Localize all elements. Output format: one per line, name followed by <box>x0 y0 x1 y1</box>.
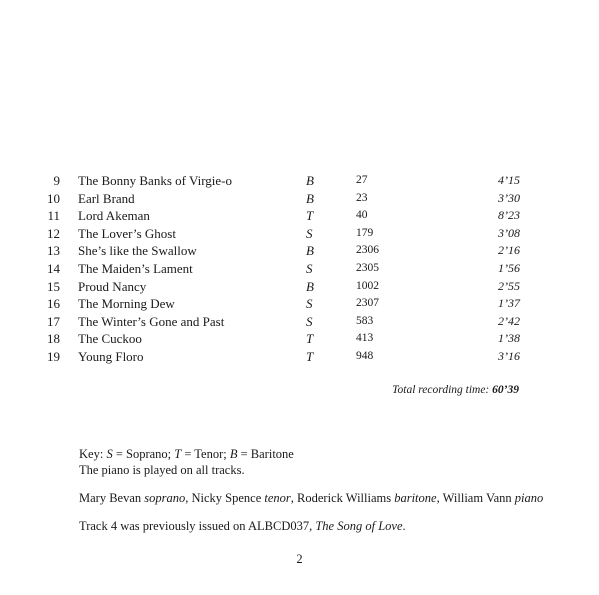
track-voice: T <box>306 208 314 224</box>
track-number: 10 <box>47 190 60 206</box>
track-row <box>40 190 540 208</box>
track-row <box>40 242 540 260</box>
notes <box>79 446 543 534</box>
track-row <box>40 260 540 278</box>
track-voice: S <box>306 225 313 241</box>
performer-role: piano <box>514 491 544 505</box>
track-voice: B <box>306 243 314 259</box>
track-number: 12 <box>47 225 60 241</box>
track-title: Young Floro <box>78 348 144 364</box>
track-row <box>40 278 540 296</box>
track-duration: 3’30 <box>498 190 520 205</box>
track-title: The Maiden’s Lament <box>78 260 193 276</box>
track-title: The Cuckoo <box>78 331 142 347</box>
track-title: Earl Brand <box>78 190 135 206</box>
key-s-letter: S <box>106 447 113 461</box>
track-number: 14 <box>47 260 60 276</box>
track-duration: 3’08 <box>498 225 520 240</box>
track-catalogue-number: 1002 <box>356 279 379 292</box>
track-row <box>40 207 540 225</box>
track-title: Lord Akeman <box>78 208 150 224</box>
track-voice: T <box>306 348 314 364</box>
track-number: 18 <box>47 331 60 347</box>
track-catalogue-number: 179 <box>356 226 374 239</box>
track-number: 15 <box>47 278 60 294</box>
key-prefix: Key: <box>79 447 104 461</box>
performer-role: baritone <box>394 491 437 505</box>
track-title: The Lover’s Ghost <box>78 225 176 241</box>
previous-issue-note <box>79 518 543 534</box>
track-row <box>40 225 540 243</box>
voice-key <box>79 446 543 462</box>
track-duration: 1’37 <box>498 296 520 311</box>
track-row <box>40 295 540 313</box>
track-voice: B <box>306 173 314 188</box>
key-t-text: = Tenor; <box>181 447 230 461</box>
performer-name: Roderick Williams <box>297 491 392 505</box>
performers-line: Mary Bevan soprano, Nicky Spence tenor, Roderick Williams baritone, William Vann piano <box>79 491 544 505</box>
track-catalogue-number: 2305 <box>356 261 379 274</box>
track-catalogue-number: 583 <box>356 314 374 327</box>
track-catalogue-number: 948 <box>356 349 374 362</box>
performer-name: William Vann <box>442 491 512 505</box>
track-title: The Winter’s Gone and Past <box>78 313 225 329</box>
track-voice: B <box>306 278 314 294</box>
total-value: 60’39 <box>492 384 519 396</box>
track-title: Proud Nancy <box>78 278 147 294</box>
track-row <box>40 313 540 331</box>
track-row <box>40 348 540 366</box>
track-number: 11 <box>47 208 60 224</box>
track-catalogue-number: 2306 <box>356 244 379 257</box>
track-number: 13 <box>47 243 60 259</box>
key-s-text: = Soprano; <box>112 447 175 461</box>
track-catalogue-number: 27 <box>356 174 368 186</box>
track-voice: S <box>306 296 313 312</box>
track-catalogue-number: 23 <box>356 191 368 204</box>
track-catalogue-number: 40 <box>356 209 368 222</box>
track-duration: 1’56 <box>498 260 520 275</box>
track-duration: 8’23 <box>498 208 520 223</box>
track-title: The Bonny Banks of Virgie-o <box>78 173 233 188</box>
track-catalogue-number: 2307 <box>356 297 379 310</box>
track-title: The Morning Dew <box>78 296 175 312</box>
track-catalogue-number: 413 <box>356 332 374 345</box>
previous-issue-end: . <box>402 519 406 533</box>
track-duration: 1’38 <box>498 331 520 346</box>
track-duration: 4’15 <box>498 173 520 187</box>
performer-role: tenor <box>264 491 291 505</box>
key-b-text: = Baritone <box>237 447 294 461</box>
track-number: 16 <box>47 296 60 312</box>
track-voice: S <box>306 313 313 329</box>
track-row <box>40 330 540 348</box>
track-duration: 2’42 <box>498 313 520 328</box>
piano-note: The piano is played on all tracks. <box>79 463 245 477</box>
key-t-letter: T <box>174 447 182 461</box>
track-number: 19 <box>47 348 60 364</box>
track-number: 17 <box>47 313 60 329</box>
track-duration: 2’55 <box>498 278 520 293</box>
performer-name: Mary Bevan <box>79 491 142 505</box>
track-duration: 3’16 <box>498 348 520 363</box>
performer-role: soprano <box>144 491 186 505</box>
track-voice: S <box>306 260 313 276</box>
track-duration: 2’16 <box>498 243 520 258</box>
page-number: 2 <box>296 552 303 566</box>
previous-issue-album: The Song of Love <box>315 519 403 533</box>
total-recording-time <box>392 384 519 396</box>
track-voice: T <box>306 331 314 347</box>
track-number: 9 <box>53 173 60 188</box>
key-b-letter: B <box>229 447 238 461</box>
performer-name: Nicky Spence <box>191 491 262 505</box>
track-voice: B <box>306 190 314 206</box>
total-label: Total recording time: <box>392 384 490 396</box>
track-title: She’s like the Swallow <box>78 243 197 259</box>
previous-issue-text: Track 4 was previously issued on ALBCD037, <box>79 519 316 533</box>
track-row <box>40 172 540 190</box>
track-list <box>40 172 540 366</box>
